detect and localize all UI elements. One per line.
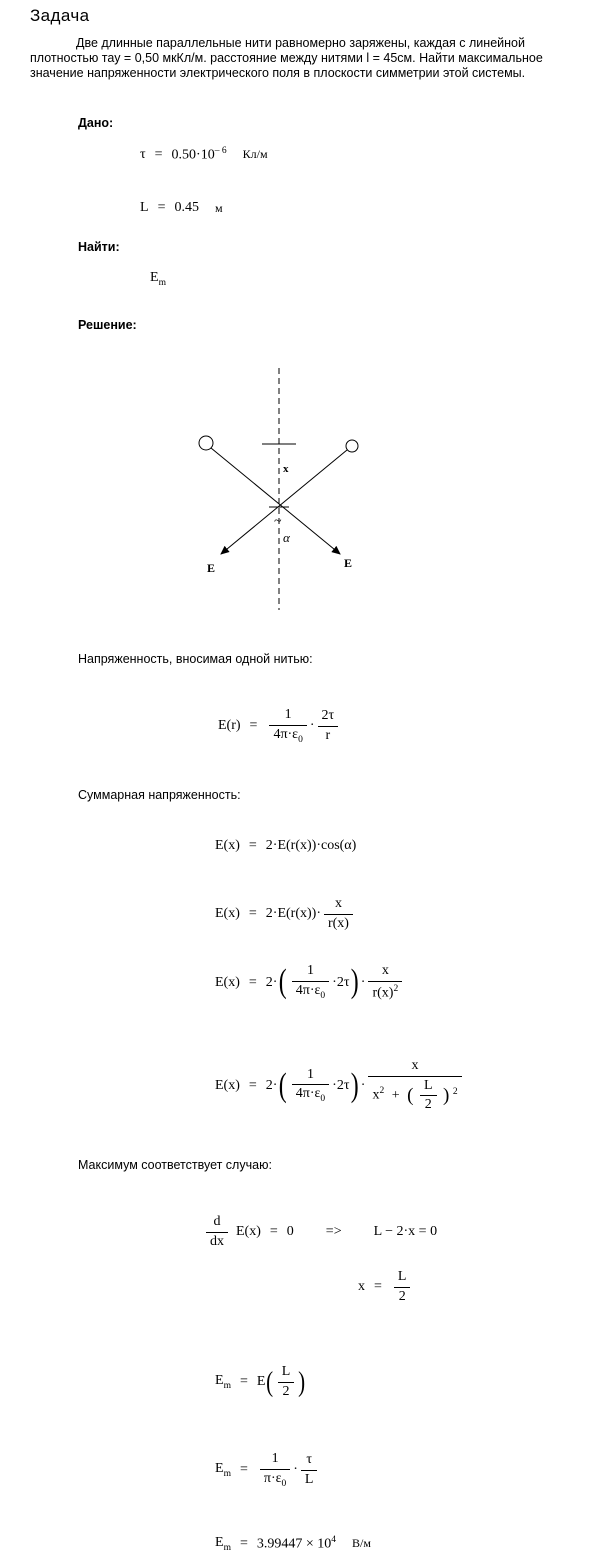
caption-total-field: Суммарная напряженность: <box>78 788 241 802</box>
coulomb-fraction <box>292 1068 329 1104</box>
formula-em-expression <box>215 1452 320 1488</box>
numerator: x <box>368 1059 461 1077</box>
epsilon-sub: 0 <box>320 990 326 1001</box>
lhs: E(r) <box>218 718 241 734</box>
em-symbol <box>215 1535 231 1553</box>
page-title: Задача <box>30 6 90 25</box>
e-left-label: E <box>207 561 216 575</box>
function-name: E <box>256 1374 266 1390</box>
denominator: 2 <box>424 1097 432 1113</box>
numerator: 1 <box>269 708 306 726</box>
tau-unit: Кл/м <box>242 147 268 162</box>
em-subscript: m <box>223 1542 231 1553</box>
result-exponent: 4 <box>331 1535 337 1546</box>
em-subscript: m <box>223 1469 231 1480</box>
numerator: L <box>394 1270 411 1288</box>
function-term: E(x) <box>236 1224 261 1240</box>
numerator: x <box>324 897 353 915</box>
left-paren: ( <box>407 1085 414 1107</box>
given-length <box>140 200 223 216</box>
em-subscript: m <box>223 1381 231 1392</box>
equals-sign: = <box>248 1078 257 1094</box>
equals-sign: = <box>269 1224 278 1240</box>
thread-left-icon <box>199 436 213 450</box>
denominator: dx <box>210 1233 224 1249</box>
square-exp: 2 <box>452 1086 458 1097</box>
numerator: x <box>368 964 402 982</box>
numerator: 1 <box>292 964 329 982</box>
rhs: 2·E(r(x))·cos(α) <box>265 838 357 853</box>
given-tau <box>140 146 268 164</box>
em-subscript: m <box>158 277 166 288</box>
em-symbol <box>150 270 166 288</box>
equals-sign: = <box>239 1462 248 1478</box>
equals-sign: = <box>248 906 257 922</box>
numerator: τ <box>301 1453 318 1471</box>
denominator <box>260 1470 290 1489</box>
right-paren: ) <box>351 1066 360 1104</box>
x-over-r2-fraction <box>368 964 402 1001</box>
epsilon-sub: 0 <box>298 734 303 745</box>
e-right-label: E <box>344 556 353 570</box>
coulomb-fraction <box>260 1452 290 1488</box>
formula-single-thread-field <box>218 708 341 744</box>
section-label-given: Дано: <box>78 116 114 130</box>
thread-right-icon <box>346 440 358 452</box>
equals-sign: = <box>248 838 257 853</box>
tau-exponent: – 6 <box>214 146 227 156</box>
epsilon-term <box>296 984 325 1001</box>
right-paren: ) <box>351 963 360 1001</box>
dot-operator: · <box>293 1462 298 1478</box>
denominator: 2 <box>398 1288 406 1304</box>
em-base: E <box>150 270 159 285</box>
charge-fraction <box>318 709 339 743</box>
coulomb-fraction <box>292 964 329 1000</box>
formula-expanded-x <box>215 1059 465 1113</box>
denominator: r(x) <box>327 915 349 931</box>
result-value <box>257 1535 336 1553</box>
charge-factor: ·2τ <box>332 974 350 990</box>
equals-sign: = <box>154 146 163 162</box>
result-mantissa: 3.99447 × 10 <box>256 1536 332 1552</box>
tau-value <box>172 146 227 164</box>
epsilon-sub: 0 <box>281 1478 287 1489</box>
denominator: L <box>304 1471 314 1487</box>
implies-arrow: => <box>325 1224 342 1240</box>
denominator <box>292 1085 329 1104</box>
denominator: 2 <box>282 1383 290 1399</box>
em-base: E <box>215 1461 224 1477</box>
coulomb-fraction <box>269 708 306 744</box>
equals-sign: = <box>248 974 257 990</box>
epsilon-term <box>264 1472 286 1489</box>
epsilon-text: 4π·ε <box>295 982 321 998</box>
derivative-fraction <box>206 1215 228 1249</box>
equals-sign: = <box>239 1535 248 1551</box>
lhs: E(x) <box>215 906 240 922</box>
find-quantity <box>150 270 166 288</box>
length-value: 0.45 <box>174 200 199 215</box>
lhs: E(x) <box>215 1078 240 1094</box>
angle-arc-mark: ~ <box>274 514 282 529</box>
equals-sign: = <box>249 718 258 734</box>
denominator: r <box>325 727 331 743</box>
half-length-fraction <box>394 1270 411 1304</box>
equals-sign: = <box>374 1279 382 1295</box>
result-unit: В/м <box>352 1536 371 1551</box>
prefactor: 2· <box>265 1078 278 1094</box>
denominator <box>368 982 402 1001</box>
epsilon-term <box>273 728 302 745</box>
right-paren: ) <box>298 1366 306 1398</box>
r-squared <box>372 984 398 1001</box>
length-symbol: L <box>140 200 149 215</box>
lhs: x <box>358 1279 365 1295</box>
formula-em-result <box>215 1535 371 1553</box>
left-paren: ( <box>266 1366 274 1398</box>
epsilon-term <box>296 1087 325 1104</box>
prefactor: 2·E(r(x))· <box>265 906 321 922</box>
caption-maximum: Максимум соответствует случаю: <box>78 1158 272 1172</box>
em-symbol <box>215 1373 231 1391</box>
dot-operator: · <box>309 718 315 734</box>
right-paren: ) <box>443 1085 450 1107</box>
half-length-fraction <box>420 1079 437 1113</box>
numerator: L <box>420 1079 437 1097</box>
lhs: E(x) <box>215 838 240 853</box>
problem-statement: Две длинные параллельные нити равномерно заряжены, каждая с линейной плотностью тау = 0,50 мкКл/м. расстояние между нитями l = 45см. Найти максимальное значение напряженности электрического поля в плоскости симметрии этой системы. <box>30 36 543 80</box>
section-label-find: Найти: <box>78 240 120 254</box>
r-text: r(x) <box>372 985 394 1001</box>
numerator: 1 <box>260 1452 290 1470</box>
epsilon-text: π·ε <box>263 1470 282 1486</box>
epsilon-sub: 0 <box>320 1094 326 1105</box>
epsilon-text: 4π·ε <box>295 1086 321 1102</box>
equals-sign: = <box>239 1374 248 1390</box>
tau-symbol: τ <box>140 146 146 162</box>
formula-expanded-r <box>215 964 405 1001</box>
alpha-angle-label: α <box>283 530 290 545</box>
em-symbol <box>215 1461 231 1479</box>
length-unit: м <box>214 200 223 215</box>
caption-single-thread: Напряженность, вносимая одной нитью: <box>78 652 313 666</box>
formula-total-ratio <box>215 897 356 931</box>
em-base: E <box>215 1535 224 1550</box>
plus-operator: + <box>391 1088 400 1104</box>
dot-operator: · <box>360 974 366 990</box>
x-distance-label: x <box>283 463 289 475</box>
epsilon-text: 4π·ε <box>273 726 299 742</box>
em-base: E <box>215 1373 224 1389</box>
tau-mantissa: 0.50·10 <box>171 147 215 163</box>
denominator <box>292 982 329 1001</box>
equals-sign: = <box>157 200 166 215</box>
section-label-solution: Решение: <box>78 318 137 332</box>
numerator: d <box>206 1215 228 1233</box>
field-vector-right <box>211 448 340 554</box>
half-length-fraction <box>278 1365 295 1399</box>
zero-value: 0 <box>286 1224 294 1240</box>
lhs: E(x) <box>215 974 240 990</box>
square-exp: 2 <box>393 983 399 994</box>
formula-x-solution <box>358 1270 413 1304</box>
dot-operator: · <box>360 1078 366 1094</box>
x-over-sum-fraction <box>368 1059 461 1113</box>
numerator: L <box>278 1365 295 1383</box>
denominator <box>269 726 306 745</box>
tau-over-L-fraction <box>301 1453 318 1487</box>
charge-factor: ·2τ <box>332 1078 350 1094</box>
linear-condition: L − 2·x = 0 <box>373 1224 438 1240</box>
symmetry-plane-diagram <box>150 360 410 618</box>
left-paren: ( <box>279 1066 288 1104</box>
denominator <box>368 1077 461 1113</box>
square-exp: 2 <box>379 1086 385 1097</box>
x-over-r-fraction <box>324 897 353 931</box>
formula-total-cos <box>215 838 356 854</box>
numerator: 2τ <box>318 709 339 727</box>
numerator: 1 <box>292 1068 329 1086</box>
formula-em-definition <box>215 1365 307 1399</box>
x-squared <box>372 1086 384 1103</box>
left-paren: ( <box>279 963 288 1001</box>
x-text: x <box>372 1088 380 1104</box>
prefactor: 2· <box>265 974 278 990</box>
formula-derivative-condition <box>203 1215 437 1249</box>
